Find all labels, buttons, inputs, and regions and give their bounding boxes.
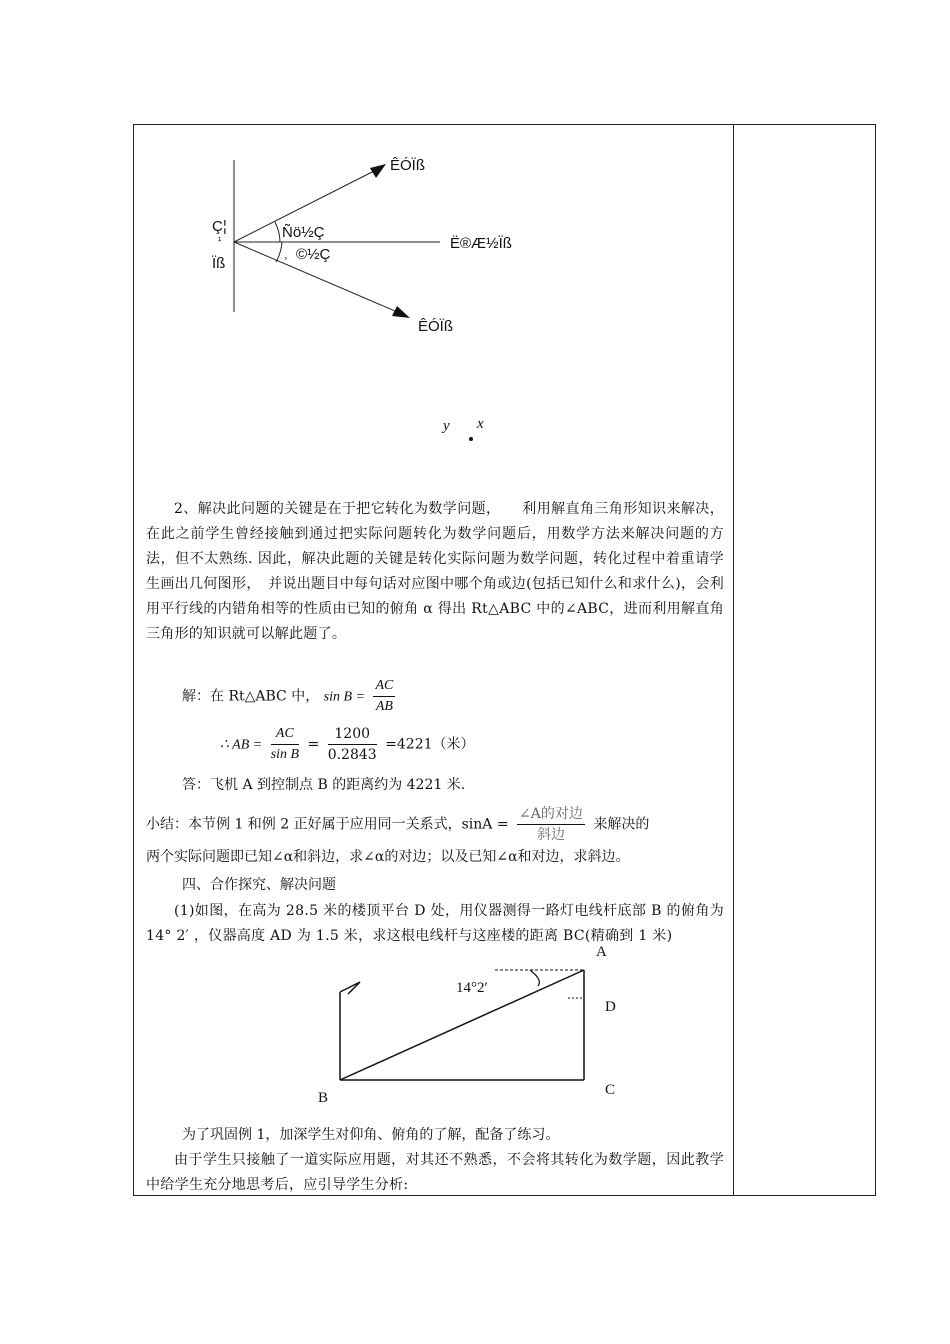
analysis-paragraph: 2、解决此问题的关键是在于把它转化为数学问题， 利用解直角三角形知识来解决，在此之前学生曾经接触到通过把实际问题转化为数学问题后，用数学方法来解决问题的方法，但不太熟练. 因此，解决此题的关键是转化实际问题为数学问题，转化过程中着重请学生画出几何图形， 并说出题目中每句话对应图中哪个角或边(包括已知什么和求什么)，会利用平行线的内错角相等的性质由已知的俯角 α 得出 Rt△ABC 中的∠ABC，进而利用解直角三角形的知识就可以解此题了。	[146, 501, 724, 642]
problem-text: (1)如图，在高为 28.5 米的楼顶平台 D 处，用仪器测得一路灯电线杆底部 B 的俯角为 14° 2′ ，仪器高度 AD 为 1.5 米，求这根电线杆与这座楼的距离 BC(精确到 1 米)	[146, 903, 724, 944]
elevation-angle-label: Ñö½Ç	[282, 224, 325, 241]
solution-prefix: 解：在 Rt△ABC 中，	[182, 688, 320, 705]
depression-prefix-label: ¸	[284, 248, 288, 260]
sight-line-bottom-label: ÊÓÏß	[418, 318, 454, 335]
closing-paragraph-2-block	[146, 1148, 724, 1198]
therefore-ab: ∴ AB =	[220, 737, 263, 753]
fraction-numerator: AC	[271, 724, 299, 745]
solution-line-1	[182, 676, 399, 717]
equals-sign: =	[307, 736, 320, 753]
point-c-label: C	[605, 1082, 616, 1098]
point-b-label: B	[318, 1090, 329, 1106]
fraction-denominator: 0.2843	[327, 747, 377, 763]
answer-line: 答：飞机 A 到控制点 B 的距离约为 4221 米.	[182, 777, 466, 793]
depression-angle-label: ©½Ç	[296, 246, 331, 263]
fraction-numerator: ∠A的对边	[517, 804, 585, 825]
fraction-denominator: AB	[375, 699, 393, 714]
vertical-label-bottom: Ïß	[212, 255, 226, 272]
sine-definition-fraction	[517, 804, 585, 845]
x-label: x	[477, 416, 484, 432]
dot-mark	[467, 435, 475, 443]
summary-line-2: 两个实际问题即已知∠α和斜边，求∠α的对边；以及已知∠α和对边，求斜边。	[146, 849, 630, 865]
vertical-label-top: Ç¦	[212, 218, 227, 235]
sight-line-top-label: ÊÓÏß	[390, 157, 426, 174]
solution-line-2	[220, 724, 475, 765]
fraction-denominator: sin B	[270, 747, 300, 762]
analysis-paragraph-block	[146, 497, 724, 647]
ac-over-sinb-fraction	[271, 724, 299, 765]
column-divider	[733, 124, 734, 1196]
summary-line-1	[146, 804, 649, 845]
section-heading: 四、合作探究、解决问题	[182, 877, 336, 893]
horizontal-line-label: Ë®Æ½Ïß	[450, 235, 512, 252]
fraction-numerator: 1200	[328, 724, 377, 745]
point-a-label: A	[596, 944, 607, 960]
angle-label: 14°2′	[456, 980, 488, 996]
solution-result: =4221（米）	[385, 736, 475, 753]
closing-paragraph-1: 为了巩固例 1，加深学生对仰角、俯角的了解，配备了练习。	[182, 1127, 560, 1143]
summary-suffix: 来解决的	[593, 816, 650, 833]
ac-over-ab-fraction	[373, 676, 395, 717]
problem-block	[146, 899, 724, 949]
closing-paragraph-2: 由于学生只接触了一道实际应用题，对其还不熟悉，不会将其转化为数学题，因此教学中给学生充分地思考后，应引导学生分析:	[146, 1152, 724, 1193]
fraction-numerator: AC	[373, 676, 395, 697]
summary-prefix: 小结：本节例 1 和例 2 正好属于应用同一关系式，sinA =	[146, 816, 509, 833]
y-label: y	[443, 418, 450, 434]
fraction-denominator: 斜边	[536, 827, 565, 843]
vertical-label-small: ¹	[218, 236, 222, 247]
point-d-label: D	[605, 999, 616, 1015]
numeric-fraction	[328, 724, 377, 765]
sin-b-expression: sin B =	[323, 689, 366, 705]
